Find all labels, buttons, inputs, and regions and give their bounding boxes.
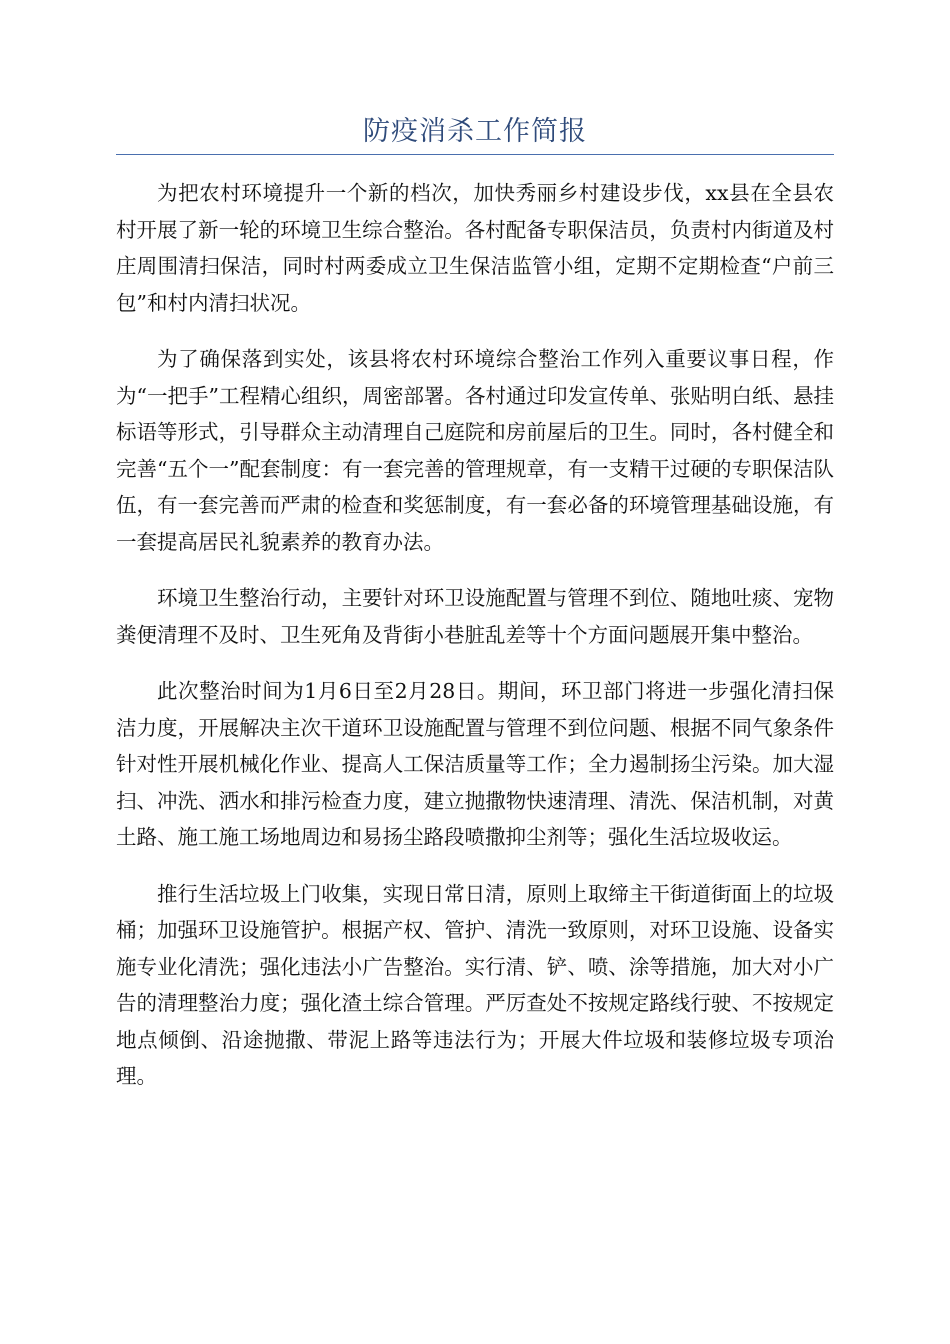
document-title: 防疫消杀工作简报 <box>363 116 587 147</box>
title-underline <box>116 154 834 155</box>
paragraph-2: 为了确保落到实处，该县将农村环境综合整治工作列入重要议事日程，作为“一把手”工程精心组织，周密部署。各村通过印发宣传单、张贴明白纸、悬挂标语等形式，引导群众主动清理自己庭院和房前屋后的卫生。同时，各村健全和完善“五个一”配套制度：有一套完善的管理规章，有一支精干过硬的专职保洁队伍，有一套完善而严肃的检查和奖惩制度，有一套必备的环境管理基础设施，有一套提高居民礼貌素养的教育办法。 <box>116 347 834 554</box>
paragraph-5: 推行生活垃圾上门收集，实现日常日清，原则上取缔主干街道街面上的垃圾桶；加强环卫设施管护。根据产权、管护、清洗一致原则，对环卫设施、设备实施专业化清洗；强化违法小广告整治。实行清、铲、喷、涂等措施，加大对小广告的清理整治力度；强化渣土综合管理。严厉查处不按规定路线行驶、不按规定地点倾倒、沿途抛撒、带泥上路等违法行为；开展大件垃圾和装修垃圾专项治理。 <box>116 881 834 1088</box>
paragraph-1: 为把农村环境提升一个新的档次，加快秀丽乡村建设步伐，xx县在全县农村开展了新一轮的环境卫生综合整治。各村配备专职保洁员，负责村内街道及村庄周围清扫保洁，同时村两委成立卫生保洁监管小组，定期不定期检查“户前三包”和村内清扫状况。 <box>116 181 834 315</box>
document-body <box>116 175 834 1115</box>
paragraph-3: 环境卫生整治行动，主要针对环卫设施配置与管理不到位、随地吐痰、宠物粪便清理不及时、卫生死角及背街小巷脏乱差等十个方面问题展开集中整治。 <box>116 586 834 647</box>
paragraph-4: 此次整治时间为1月6日至2月28日。期间，环卫部门将进一步强化清扫保洁力度，开展解决主次干道环卫设施配置与管理不到位问题、根据不同气象条件针对性开展机械化作业、提高人工保洁质量等工作；全力遏制扬尘污染。加大湿扫、冲洗、洒水和排污检查力度，建立抛撒物快速清理、清洗、保洁机制，对黄土路、施工施工场地周边和易扬尘路段喷撒抑尘剂等；强化生活垃圾收运。 <box>116 679 834 849</box>
